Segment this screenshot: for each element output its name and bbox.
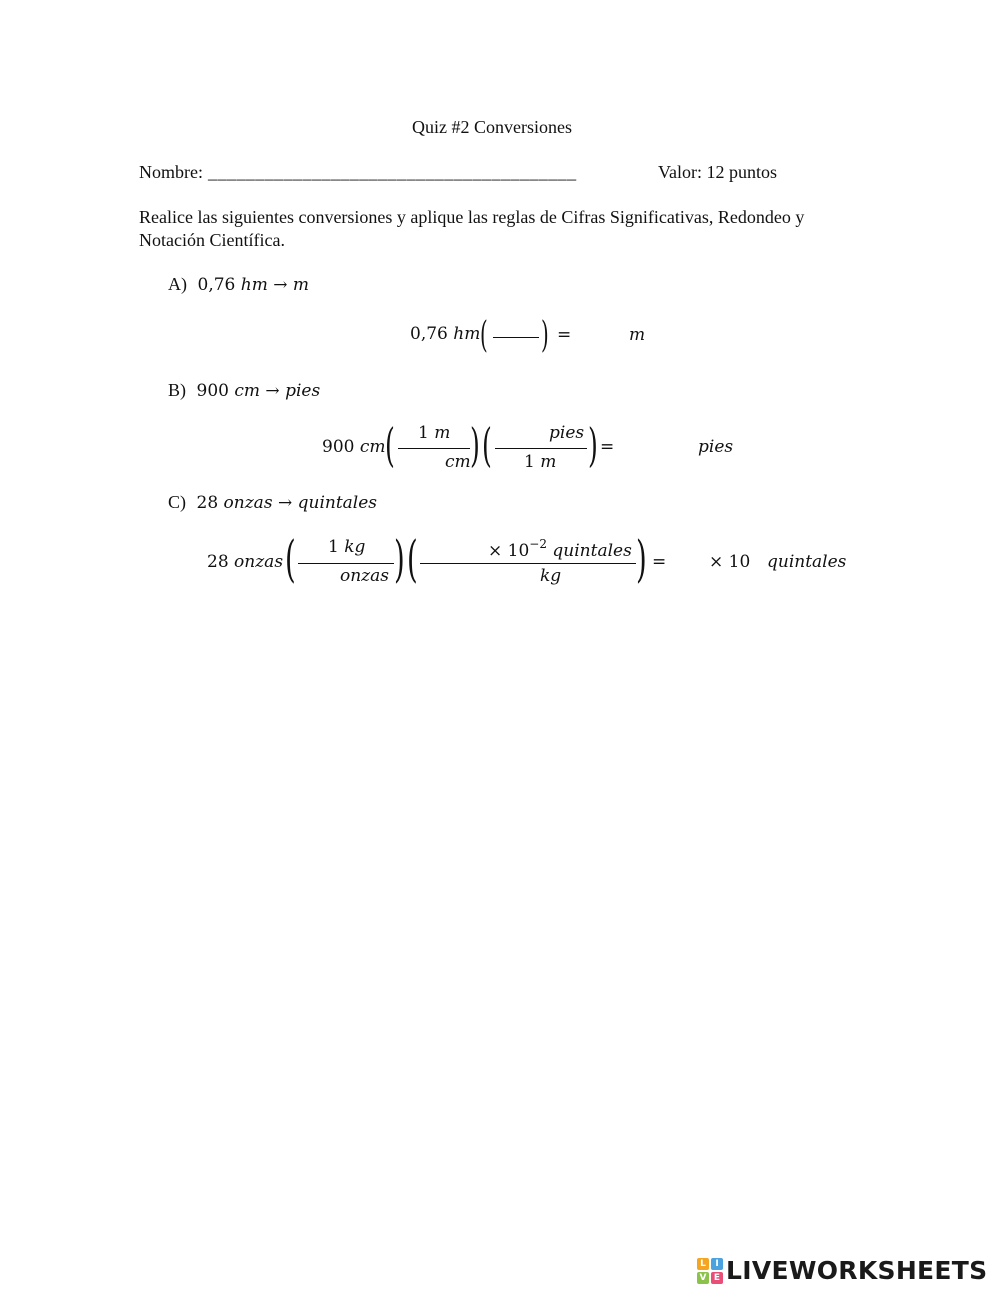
liveworksheets-logo <box>697 1256 987 1285</box>
fraction-1-denominator: onzas <box>340 566 389 586</box>
target-unit: m <box>292 275 310 295</box>
result-unit: quintales <box>767 552 847 572</box>
right-paren-icon: ) <box>541 315 549 356</box>
eq-unit: cm <box>359 437 386 457</box>
result-unit: pies <box>698 437 734 457</box>
name-blank[interactable]: _______________________________________ <box>208 162 577 182</box>
equation-c <box>207 552 283 572</box>
question-letter: A) <box>168 274 187 294</box>
value-label: Valor: 12 puntos <box>658 162 777 182</box>
logo-block: I <box>711 1258 723 1270</box>
result-times: × 10 <box>709 552 751 572</box>
instructions-line-2: Notación Científica. <box>139 230 285 250</box>
name-label: Nombre: <box>139 162 203 182</box>
question-a <box>168 274 309 295</box>
fraction-2-bar <box>495 448 587 449</box>
arrow-icon: → <box>273 275 288 295</box>
left-paren-icon: ( <box>480 315 488 356</box>
given-value: 0,76 <box>197 275 236 295</box>
page-title: Quiz #2 Conversiones <box>412 117 572 137</box>
equals-sign: = <box>652 552 667 572</box>
given-unit: hm <box>240 275 268 295</box>
equals-sign: = <box>557 325 572 345</box>
right-paren-icon: ) <box>588 418 598 472</box>
equation-a <box>410 324 480 344</box>
answer-blank-c1[interactable] <box>298 566 336 586</box>
given-unit: cm <box>234 381 261 401</box>
target-unit: pies <box>285 381 321 401</box>
right-paren-icon: ) <box>470 418 480 472</box>
left-paren-icon: ( <box>482 418 492 472</box>
given-value: 900 <box>196 381 229 401</box>
eq-unit: hm <box>453 324 481 344</box>
left-paren-icon: ( <box>407 530 418 588</box>
result-blank-c1[interactable] <box>672 552 706 574</box>
given-unit: onzas <box>223 493 273 513</box>
fraction-1-bar <box>398 448 470 449</box>
result-exponent-blank[interactable] <box>750 544 764 558</box>
fraction-1-bar <box>298 563 394 564</box>
fraction-2-denominator: kg <box>540 566 562 586</box>
right-paren-icon: ) <box>394 530 405 588</box>
question-letter: C) <box>168 492 186 512</box>
logo-blocks-icon <box>697 1258 723 1284</box>
question-letter: B) <box>168 380 186 400</box>
instructions-line-1: Realice las siguientes conversiones y aplique las reglas de Cifras Significativas, Redondeo y <box>139 207 805 227</box>
fraction-2-numerator: × $10^{-2}$ quintales <box>488 537 632 561</box>
arrow-icon: → <box>265 381 280 401</box>
eq-value: 28 <box>207 552 229 572</box>
result-unit: m <box>629 325 646 345</box>
left-paren-icon: ( <box>285 530 296 588</box>
left-paren-icon: ( <box>385 418 395 472</box>
answer-blank-a[interactable] <box>493 337 539 338</box>
fraction-2-bar <box>420 563 636 564</box>
fraction-2-numerator: pies <box>549 423 585 443</box>
eq-value: 0,76 <box>410 324 448 344</box>
fraction-2-denominator: 1 m <box>524 452 557 472</box>
fraction-1-numerator: 1 m <box>418 423 451 443</box>
question-c <box>168 492 377 513</box>
answer-blank-c2[interactable] <box>422 537 484 557</box>
logo-block: E <box>711 1272 723 1284</box>
answer-blank-b2[interactable] <box>497 423 545 443</box>
equals-sign: = <box>600 437 615 457</box>
logo-block: L <box>697 1258 709 1270</box>
brand-name: LIVEWORKSHEETS <box>726 1256 988 1285</box>
fraction-1-numerator: 1 kg <box>328 537 366 557</box>
eq-value: 900 <box>322 437 355 457</box>
equation-b <box>322 437 386 457</box>
eq-unit: onzas <box>234 552 284 572</box>
result-blank-b[interactable] <box>622 437 688 459</box>
result-blank-a[interactable] <box>580 325 622 347</box>
logo-block: V <box>697 1272 709 1284</box>
fraction-1-denominator: cm <box>445 452 471 472</box>
target-unit: quintales <box>297 493 378 513</box>
right-paren-icon: ) <box>636 530 647 588</box>
answer-blank-c3[interactable] <box>420 566 530 586</box>
arrow-icon: → <box>277 493 293 513</box>
question-b <box>168 380 320 401</box>
answer-blank-b1[interactable] <box>398 452 438 472</box>
given-value: 28 <box>196 493 219 513</box>
